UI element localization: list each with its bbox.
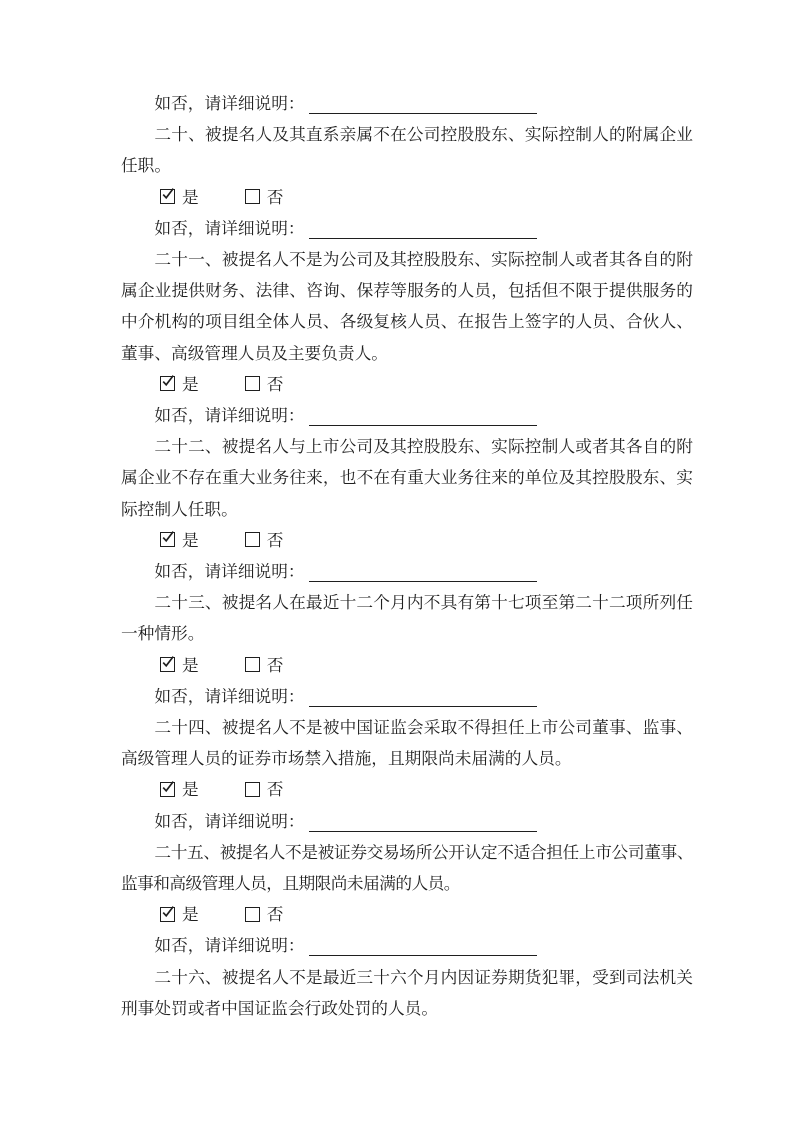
yes-checkbox[interactable]	[160, 782, 175, 797]
item-25	[121, 837, 693, 962]
item-22	[121, 431, 693, 587]
item-paragraph: 二十五、被提名人不是被证券交易场所公开认定不适合担任上市公司董事、监事和高级管理人员，且期限尚未届满的人员。	[121, 842, 693, 894]
yes-label: 是	[182, 905, 199, 925]
detail-line	[121, 213, 693, 244]
item-21	[121, 244, 693, 431]
no-checkbox[interactable]	[245, 782, 260, 797]
no-checkbox[interactable]	[245, 532, 260, 547]
detail-prompt: 如否，请详细说明：	[154, 218, 305, 238]
checkbox-row	[121, 650, 693, 681]
item-paragraph: 二十六、被提名人不是最近三十六个月内因证券期货犯罪，受到司法机关刑事处罚或者中国证监会行政处罚的人员。	[121, 967, 693, 1018]
check-icon	[160, 904, 176, 920]
no-label: 否	[266, 530, 284, 550]
detail-blank-field[interactable]	[309, 221, 537, 239]
detail-line	[121, 681, 693, 712]
item-paragraph: 二十四、被提名人不是被中国证监会采取不得担任上市公司董事、监事、高级管理人员的证券市场禁入措施，且期限尚未届满的人员。	[121, 718, 693, 769]
no-checkbox[interactable]	[245, 907, 260, 922]
check-icon	[160, 373, 176, 389]
yes-checkbox[interactable]	[160, 189, 175, 204]
detail-blank-field[interactable]	[309, 408, 537, 426]
detail-prompt: 如否，请详细说明：	[154, 406, 305, 426]
yes-checkbox[interactable]	[160, 657, 175, 672]
yes-label: 是	[182, 655, 199, 675]
detail-line	[121, 806, 693, 837]
item-paragraph: 二十、被提名人及其直系亲属不在公司控股股东、实际控制人的附属企业任职。	[121, 125, 693, 176]
item-26	[121, 962, 693, 1024]
no-label: 否	[266, 187, 284, 207]
yes-label: 是	[182, 780, 199, 800]
yes-label: 是	[182, 187, 199, 207]
detail-blank-field[interactable]	[309, 96, 537, 114]
no-checkbox[interactable]	[245, 657, 260, 672]
no-checkbox[interactable]	[245, 189, 260, 204]
checkbox-row	[121, 774, 693, 805]
check-icon	[160, 186, 176, 202]
no-label: 否	[266, 780, 284, 800]
checkbox-row	[121, 369, 693, 400]
check-icon	[160, 529, 176, 545]
no-label: 否	[266, 905, 284, 925]
no-checkbox[interactable]	[245, 376, 260, 391]
detail-prompt: 如否，请详细说明：	[154, 936, 305, 956]
checkbox-row	[121, 525, 693, 556]
yes-label: 是	[182, 530, 199, 550]
detail-line	[121, 88, 693, 119]
yes-checkbox[interactable]	[160, 532, 175, 547]
detail-prompt: 如否，请详细说明：	[154, 94, 305, 113]
detail-prompt: 如否，请详细说明：	[154, 562, 305, 582]
checkbox-row	[121, 899, 693, 930]
item-paragraph: 二十三、被提名人在最近十二个月内不具有第十七项至第二十二项所列任一种情形。	[121, 593, 693, 644]
detail-blank-field[interactable]	[309, 564, 537, 582]
item-20	[121, 119, 693, 244]
item-23	[121, 587, 693, 712]
detail-blank-field[interactable]	[309, 939, 537, 957]
item-24	[121, 712, 693, 837]
detail-line	[121, 930, 693, 961]
check-icon	[160, 779, 176, 795]
item-paragraph: 二十二、被提名人与上市公司及其控股股东、实际控制人或者其各自的附属企业不存在重大业务往来，也不在有重大业务往来的单位及其控股股东、实际控制人任职。	[121, 437, 693, 519]
detail-line	[121, 556, 693, 587]
yes-checkbox[interactable]	[160, 376, 175, 391]
detail-prompt: 如否，请详细说明：	[154, 686, 305, 706]
no-label: 否	[266, 374, 284, 394]
detail-blank-field[interactable]	[309, 814, 537, 832]
detail-prompt: 如否，请详细说明：	[154, 811, 305, 831]
detail-blank-field[interactable]	[309, 689, 537, 707]
yes-checkbox[interactable]	[160, 907, 175, 922]
yes-label: 是	[182, 374, 199, 394]
item-paragraph: 二十一、被提名人不是为公司及其控股股东、实际控制人或者其各自的附属企业提供财务、法律、咨询、保荐等服务的人员，包括但不限于提供服务的中介机构的项目组全体人员、各级复核人员、在报告上签字的人员、合伙人、董事、高级管理人员及主要负责人。	[121, 250, 693, 363]
detail-line	[121, 400, 693, 431]
no-label: 否	[266, 655, 284, 675]
check-icon	[160, 654, 176, 670]
checkbox-row	[121, 182, 693, 213]
